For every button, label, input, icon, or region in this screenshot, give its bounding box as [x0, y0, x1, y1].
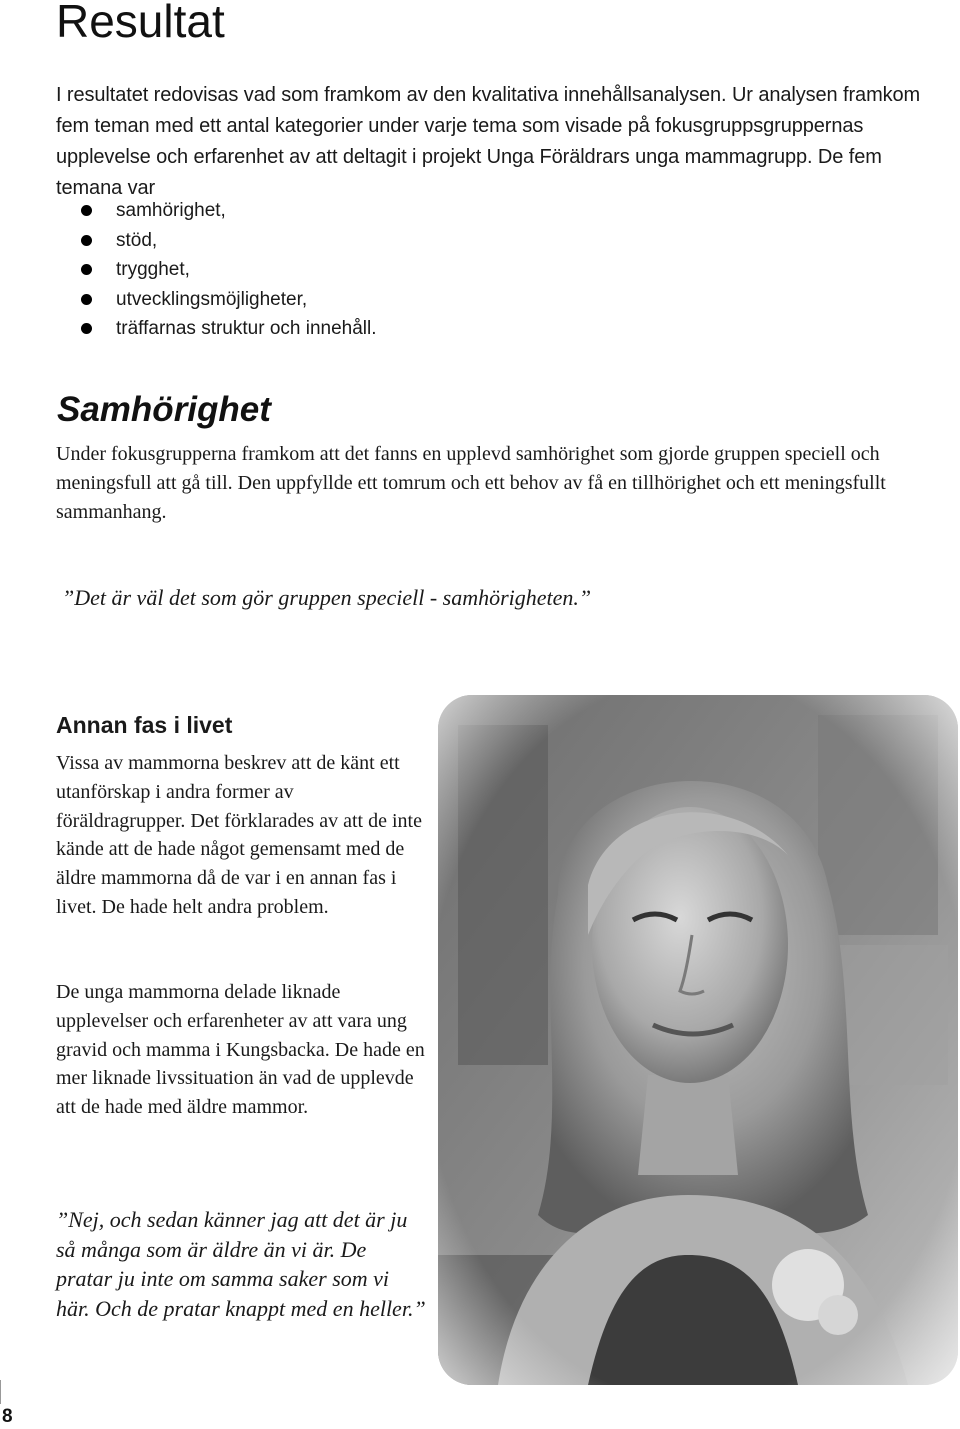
list-item: samhörighet, [80, 196, 377, 226]
list-item: trygghet, [80, 255, 377, 285]
portrait-photo [438, 695, 958, 1385]
subsection-heading: Annan fas i livet [56, 712, 233, 738]
page-title: Resultat [56, 0, 225, 47]
subsection-paragraph-2: De unga mammorna delade liknade upplevelser och erfarenheter av att vara ung gravid och mamma i Kungsbacka. De hade en mer liknade livssituation än vad de upplevde att de hade med äldre mammor. [56, 981, 425, 1119]
section-paragraph: Under fokusgrupperna framkom att det fanns en upplevd samhörighet som gjorde gruppen speciell och meningsfull att gå till. Den uppfyllde ett tomrum och ett behov av få en tillhörighet och ett meningsfullt sammanhang. [56, 443, 886, 523]
list-item: stöd, [80, 226, 377, 256]
subsection-quote: ”Nej, och sedan känner jag att det är ju så många som är äldre än vi är. De pratar ju inte om samma saker som vi här. Och de pratar knappt med en heller.” [56, 1207, 426, 1321]
page-number: 8 [0, 1404, 22, 1429]
intro-paragraph: I resultatet redovisas vad som framkom av den kvalitativa innehållsanalysen. Ur analysen framkom fem teman med ett antal kategorier under varje tema som visade på fokusgruppsgruppernas upplevelse och erfarenhet av att deltagit i projekt Unga Föräldrars unga mammagrupp. De fem temana var [56, 84, 921, 199]
bullet-icon [81, 323, 92, 334]
bullet-icon [81, 264, 92, 275]
section-heading: Samhörighet [57, 390, 271, 429]
list-item: utvecklingsmöjligheter, [80, 285, 377, 315]
section-quote: ”Det är väl det som gör gruppen speciell - samhörigheten.” [62, 585, 592, 610]
subsection-paragraph-1: Vissa av mammorna beskrev att de känt ett utanförskap i andra former av föräldragrupper. Det förklarades av att de inte kände att de hade något gemensamt med de äldre mammorna då de var i en annan fas i livet. De hade helt andra problem. [56, 752, 422, 918]
theme-list [80, 196, 377, 344]
bullet-icon [81, 205, 92, 216]
bullet-icon [81, 294, 92, 305]
bullet-icon [81, 235, 92, 246]
list-item: träffarnas struktur och innehåll. [80, 314, 377, 344]
